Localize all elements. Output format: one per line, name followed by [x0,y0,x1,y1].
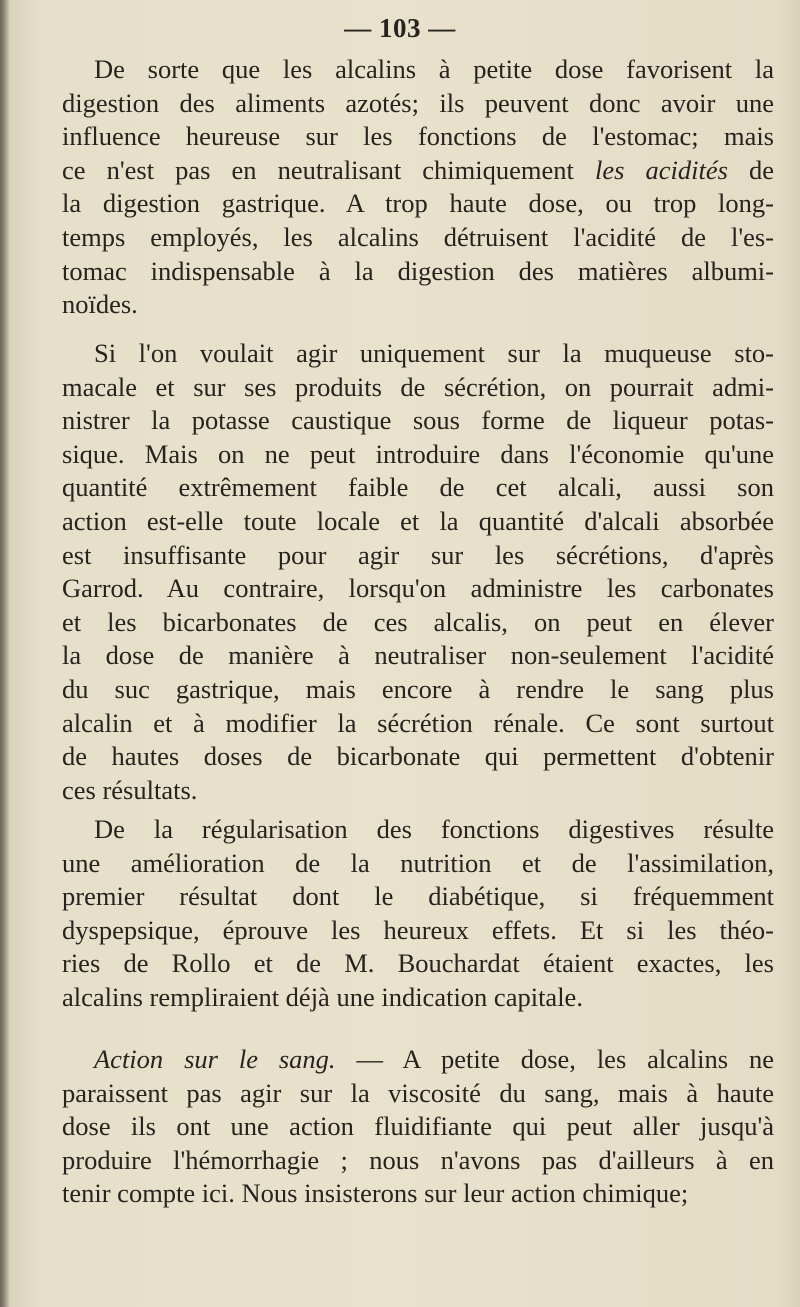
paragraph [62,813,774,1015]
text-line: nistrer la potasse caustique sous forme de liqueur potas- [62,405,774,436]
text-line: noïdes. [62,289,138,320]
paragraph [62,1043,774,1211]
text-line: dose ils ont une action fluidifiante qui peut aller jusqu'à [62,1111,774,1142]
text-line: sique. Mais on ne peut introduire dans l'économie qu'une [62,438,774,469]
text-line: produire l'hémorrhagie ; nous n'avons pas d'ailleurs à en [62,1144,774,1175]
text-line: Action sur le sang. — A petite dose, les alcalins ne [94,1044,774,1074]
text-line: temps employés, les alcalins détruisent l'acidité de l'es- [62,221,774,252]
text-line: ries de Rollo et de M. Bouchardat étaient exactes, les [62,948,774,979]
text-line: alcalin et à modifier la sécrétion rénale. Ce sont surtout [62,707,774,738]
paragraph [62,53,774,322]
text-line: dyspepsique, éprouve les heureux effets. Et si les théo- [62,914,774,945]
text-line: tenir compte ici. Nous insisterons sur leur action chimique; [62,1178,689,1209]
text-line: la dose de manière à neutraliser non-seulement l'acidité [62,640,774,671]
text-line: et les bicarbonates de ces alcalis, on peut en élever [62,606,774,637]
text-line: est insuffisante pour agir sur les sécrétions, d'après [62,539,774,570]
text-line: quantité extrêmement faible de cet alcali, aussi son [62,472,774,503]
text-line: ces résultats. [62,774,198,805]
text-line: alcalins rempliraient déjà une indication capitale. [62,981,583,1012]
text-line: la digestion gastrique. A trop haute dose, ou trop long- [62,188,774,219]
text-line: une amélioration de la nutrition et de l'assimilation, [62,847,774,878]
page-number: — 103 — [344,13,456,43]
text-line: digestion des aliments azotés; ils peuvent donc avoir une [62,87,774,118]
text-line: premier résultat dont le diabétique, si fréquemment [62,881,774,912]
text-line: du suc gastrique, mais encore à rendre le sang plus [62,673,774,704]
text-line: Garrod. Au contraire, lorsqu'on administre les carbonates [62,573,774,604]
paragraph [62,337,774,807]
text-line: De la régularisation des fonctions digestives résulte [94,814,774,844]
text-line: macale et sur ses produits de sécrétion, on pourrait admi- [62,371,774,402]
text-line: influence heureuse sur les fonctions de l'estomac; mais [62,121,774,152]
text-line: tomac indispensable à la digestion des matières albumi- [62,255,774,286]
text-line: Si l'on voulait agir uniquement sur la muqueuse sto- [94,338,774,368]
text-line: de hautes doses de bicarbonate qui permettent d'obtenir [62,741,774,772]
text-line: paraissent pas agir sur la viscosité du sang, mais à haute [62,1077,774,1108]
text-line: De sorte que les alcalins à petite dose favorisent la [94,54,774,84]
text-line: action est-elle toute locale et la quantité d'alcali absorbée [62,505,774,536]
text-line: ce n'est pas en neutralisant chimiquement les acidités de [62,154,774,185]
